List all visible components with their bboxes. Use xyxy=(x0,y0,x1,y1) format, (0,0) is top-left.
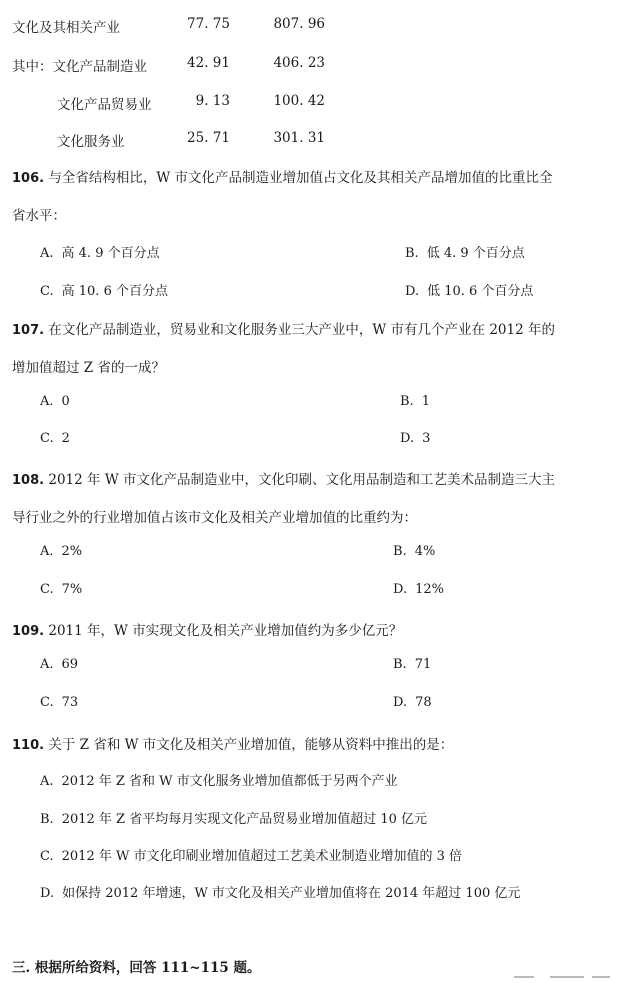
row-value-2: 807. 96 xyxy=(273,16,325,32)
row-value-2: 100. 42 xyxy=(273,93,325,109)
option-letter: D. xyxy=(393,695,408,710)
row-name: 文化产品贸易业 xyxy=(57,97,152,113)
option-letter: D. xyxy=(405,284,420,299)
option-b[interactable] xyxy=(393,657,431,672)
question-110-stem xyxy=(12,733,612,753)
option-c[interactable] xyxy=(40,582,82,597)
option-text: 73 xyxy=(61,695,79,710)
option-letter: B. xyxy=(405,246,419,261)
option-text: 71 xyxy=(414,657,432,672)
option-letter: A. xyxy=(40,394,54,409)
option-letter: A. xyxy=(40,544,54,559)
table-row xyxy=(0,16,620,40)
option-letter: A. xyxy=(40,774,54,789)
option-text: 69 xyxy=(61,657,79,672)
table-row xyxy=(0,130,620,154)
option-letter: C. xyxy=(40,695,54,710)
option-letter: B. xyxy=(393,544,407,559)
option-letter: B. xyxy=(393,657,407,672)
question-109-stem xyxy=(12,619,612,639)
question-number: 107. xyxy=(12,323,45,338)
option-letter: C. xyxy=(40,849,54,864)
option-d[interactable] xyxy=(393,582,444,597)
question-text: 省水平： xyxy=(12,208,66,224)
question-number: 110. xyxy=(12,738,45,753)
scan-artifact xyxy=(506,970,616,984)
option-a[interactable] xyxy=(40,770,398,789)
option-text: 低 4. 9 个百分点 xyxy=(426,246,525,261)
row-value-1: 77. 75 xyxy=(187,16,230,32)
option-text: 78 xyxy=(415,695,432,710)
option-d[interactable] xyxy=(405,280,533,299)
option-c[interactable] xyxy=(40,695,78,710)
option-letter: C. xyxy=(40,431,54,446)
row-name: 文化服务业 xyxy=(57,134,125,150)
question-text: 关于 Z 省和 W 市文化及相关产业增加值，能够从资料中推出的是： xyxy=(48,737,454,753)
option-text: 4% xyxy=(414,544,436,559)
row-value-2: 301. 31 xyxy=(273,130,325,146)
option-letter: A. xyxy=(40,657,54,672)
question-108-stem xyxy=(12,468,612,488)
table-row xyxy=(0,93,620,117)
option-b[interactable] xyxy=(405,242,525,261)
option-b[interactable] xyxy=(400,394,430,409)
option-text: 2 xyxy=(61,431,70,446)
option-a[interactable] xyxy=(40,242,160,261)
section-heading: 三. 根据所给资料，回答 111~115 题。 xyxy=(12,960,261,976)
option-text: 2% xyxy=(61,544,83,559)
option-letter: B. xyxy=(400,394,414,409)
row-name: 文化及其相关产业 xyxy=(12,20,120,36)
option-letter: C. xyxy=(40,582,54,597)
option-text: 如保持 2012 年增速，W 市文化及相关产业增加值将在 2014 年超过 100 亿元 xyxy=(62,886,521,901)
option-c[interactable] xyxy=(40,431,70,446)
option-b[interactable] xyxy=(393,544,435,559)
option-a[interactable] xyxy=(40,394,70,409)
table-row xyxy=(0,55,620,79)
row-value-1: 42. 91 xyxy=(187,55,230,71)
question-text: 2011 年，W 市实现文化及相关产业增加值约为多少亿元？ xyxy=(48,623,403,639)
option-text: 1 xyxy=(421,394,430,409)
question-107-stem xyxy=(12,318,612,338)
option-b[interactable] xyxy=(40,808,427,827)
question-number: 106. xyxy=(12,171,45,186)
question-107-stem-cont xyxy=(12,356,612,376)
option-text: 高 4. 9 个百分点 xyxy=(61,246,160,261)
option-d[interactable] xyxy=(40,882,520,901)
option-letter: D. xyxy=(400,431,415,446)
option-d[interactable] xyxy=(400,431,430,446)
row-value-1: 9. 13 xyxy=(195,93,230,109)
row-value-2: 406. 23 xyxy=(273,55,325,71)
option-text: 2012 年 Z 省平均每月实现文化产品贸易业增加值超过 10 亿元 xyxy=(61,812,428,827)
option-letter: D. xyxy=(393,582,408,597)
option-text: 7% xyxy=(61,582,83,597)
row-value-1: 25. 71 xyxy=(187,130,230,146)
option-text: 2012 年 Z 省和 W 市文化服务业增加值都低于另两个产业 xyxy=(61,774,398,789)
question-106-stem xyxy=(12,166,612,186)
question-number: 109. xyxy=(12,624,45,639)
question-number: 108. xyxy=(12,473,45,488)
option-c[interactable] xyxy=(40,280,168,299)
option-text: 3 xyxy=(422,431,431,446)
option-letter: D. xyxy=(40,886,55,901)
option-a[interactable] xyxy=(40,544,82,559)
question-106-stem-cont xyxy=(12,204,612,224)
question-text: 导行业之外的行业增加值占该市文化及相关产业增加值的比重约为： xyxy=(12,510,417,526)
question-text: 增加值超过 Z 省的一成？ xyxy=(12,360,165,376)
option-text: 2012 年 W 市文化印刷业增加值超过工艺美术业制造业增加值的 3 倍 xyxy=(61,849,463,864)
option-a[interactable] xyxy=(40,657,78,672)
option-text: 高 10. 6 个百分点 xyxy=(61,284,168,299)
option-c[interactable] xyxy=(40,845,462,864)
option-letter: A. xyxy=(40,246,54,261)
option-text: 12% xyxy=(415,582,444,597)
option-text: 0 xyxy=(61,394,70,409)
option-letter: C. xyxy=(40,284,54,299)
question-text: 在文化产品制造业，贸易业和文化服务业三大产业中，W 市有几个产业在 2012 年的 xyxy=(48,322,555,338)
option-d[interactable] xyxy=(393,695,432,710)
row-name: 其中：文化产品制造业 xyxy=(12,59,147,75)
question-text: 与全省结构相比，W 市文化产品制造业增加值占文化及其相关产品增加值的比重比全 xyxy=(48,170,553,186)
question-108-stem-cont xyxy=(12,506,612,526)
question-text: 2012 年 W 市文化产品制造业中，文化印刷、文化用品制造和工艺美术品制造三大主 xyxy=(48,472,555,488)
option-letter: B. xyxy=(40,812,54,827)
option-text: 低 10. 6 个百分点 xyxy=(427,284,534,299)
